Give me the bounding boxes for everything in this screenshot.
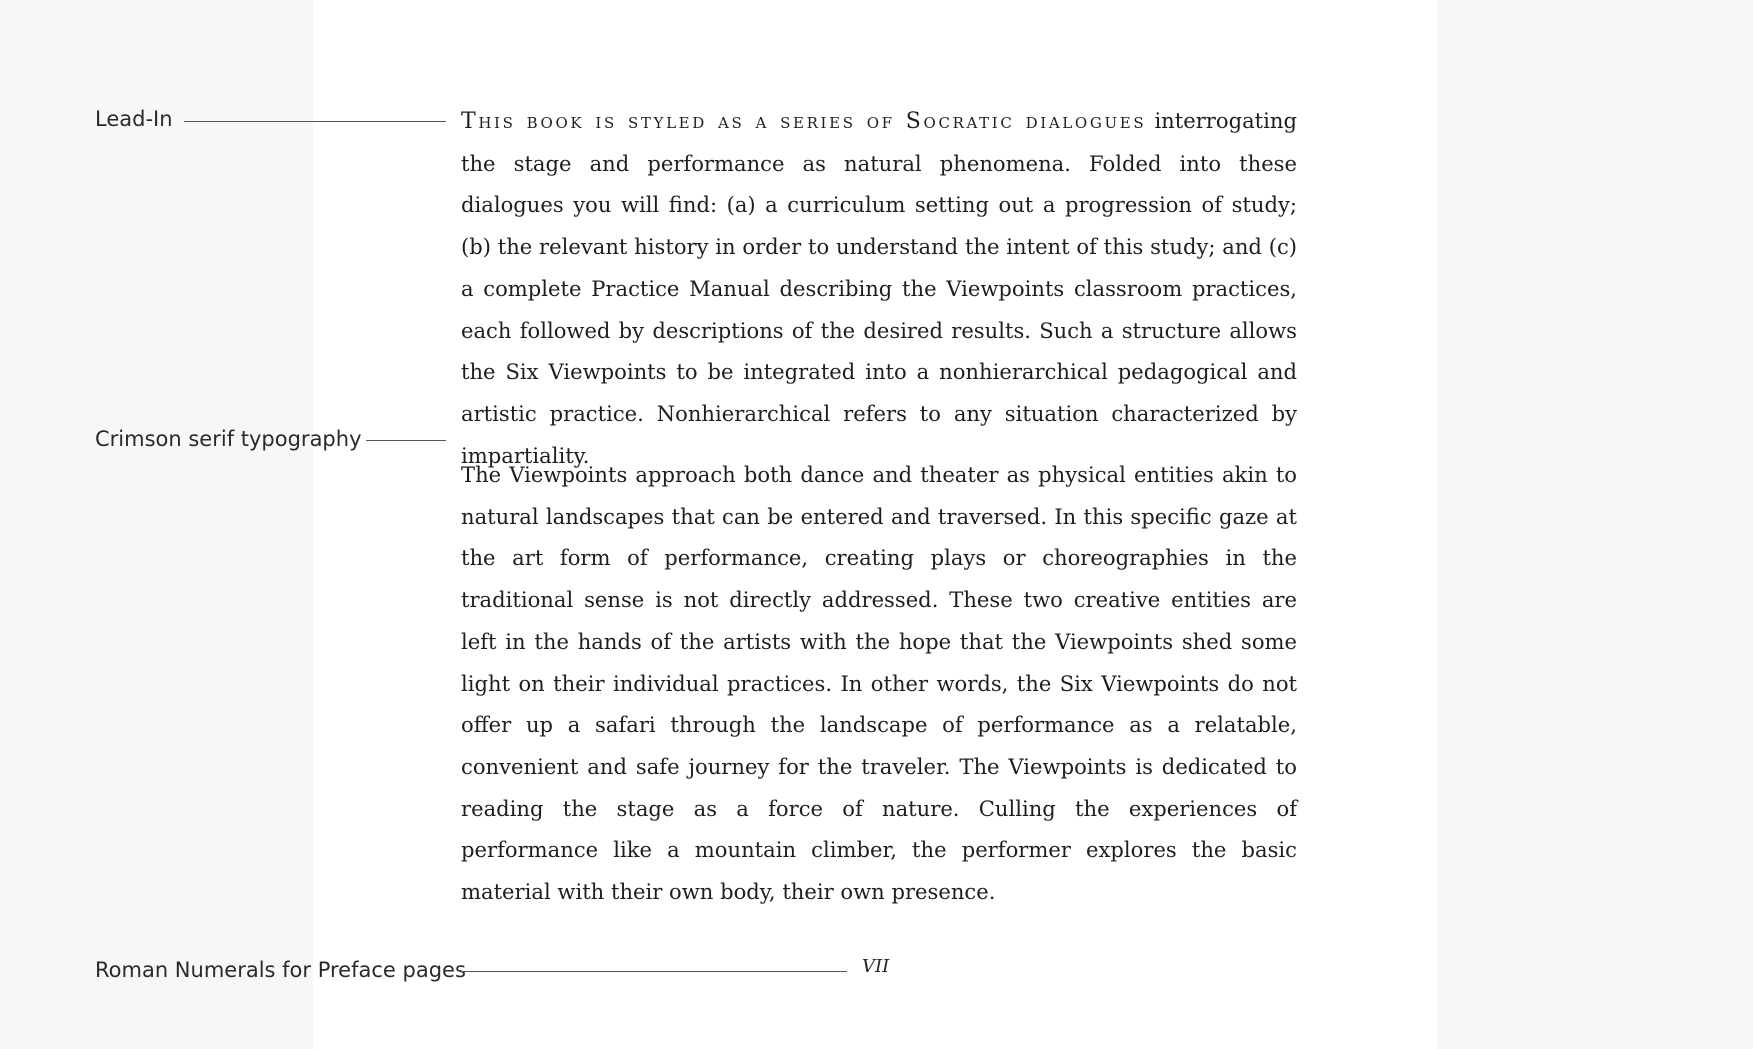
page-number: VII: [862, 956, 890, 977]
paragraph-1-text: interrogating the stage and performance as natural phenomena. Folded into these dialogues you will find: (a) a curriculum setting out a progression of study; (b) the relevant history in order to understand the intent of this study; and (c) a complete Practice Manual describing the Viewpoints classroom practices, each followed by descriptions of the desired results. Such a structure allows the Six Viewpoints to be integrated into a nonhierarchical pedagogical and artistic practice. Nonhierarchical refers to any situation characterized by impartiality.: [461, 108, 1297, 468]
paragraph-1: [461, 100, 1297, 476]
annotation-lead-in-line: [184, 121, 446, 122]
annotation-roman-numerals-label: Roman Numerals for Preface pages: [95, 958, 466, 982]
annotation-typography-label: Crimson serif typography: [95, 427, 362, 451]
annotation-typography-line: [366, 440, 446, 441]
annotation-lead-in-label: Lead-In: [95, 107, 173, 131]
paragraph-2: The Viewpoints approach both dance and theater as physical entities akin to natural landscapes that can be entered and traversed. In this specific gaze at the art form of performance, creating plays or choreographies in the traditional sense is not directly addressed. These two creative entities are left in the hands of the artists with the hope that the Viewpoints shed some light on their individual practices. In other words, the Six Viewpoints do not offer up a safari through the landscape of performance as a relatable, convenient and safe journey for the traveler. The Viewpoints is dedicated to reading the stage as a force of nature. Culling the experiences of performance like a mountain climber, the performer explores the basic material with their own body, their own presence.: [461, 462, 1297, 905]
lead-in-small-caps: This book is styled as a series of Socratic dialogues: [461, 109, 1147, 134]
annotation-roman-numerals-line: [461, 971, 847, 972]
